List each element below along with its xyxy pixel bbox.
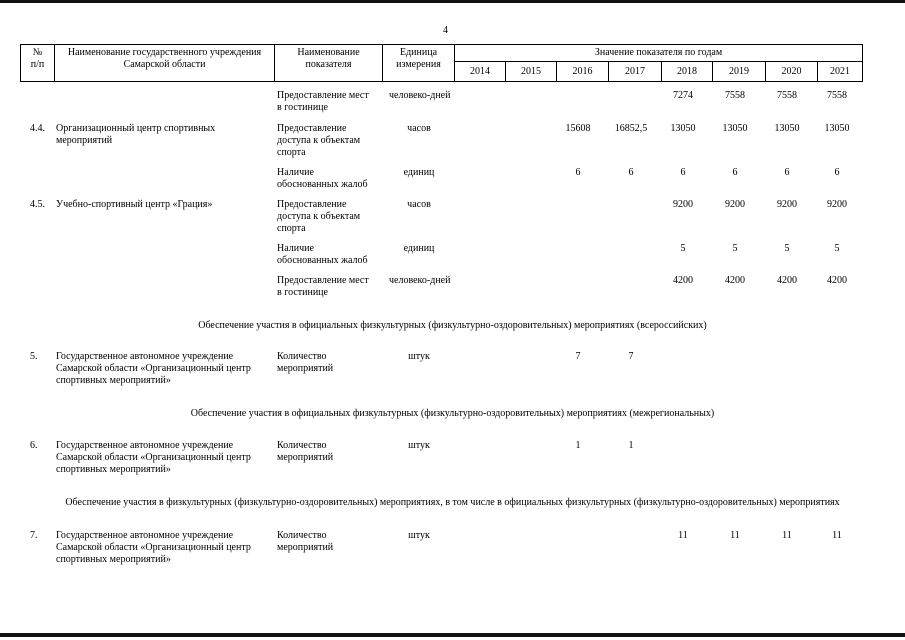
indicator-line: доступа к объектам (277, 211, 361, 222)
unit-cell: часов (407, 123, 431, 134)
unit-cell: штук (408, 440, 430, 451)
indicator-line: Наличие (277, 243, 314, 254)
unit-cell: штук (408, 351, 430, 362)
top-border (0, 0, 905, 3)
indicator-line: Предоставление мест (277, 90, 369, 101)
row-number: 4.4. (30, 123, 45, 134)
indicator-line: Предоставление мест (277, 275, 369, 286)
org-name-line: Самарской области «Организационный центр (56, 542, 251, 553)
header-year: 2017 (609, 62, 662, 82)
value-cell: 6 (784, 167, 790, 178)
indicator-line: мероприятий (277, 363, 334, 374)
section-heading: Обеспечение участия в официальных физкультурных (физкультурно-оздоровительных) мероприятиях (межрегиональных) (190, 408, 715, 419)
value-cell: 6 (732, 167, 738, 178)
header-year: 2019 (713, 62, 766, 82)
value-cell: 4200 (777, 275, 797, 286)
value-cell: 15608 (565, 123, 591, 134)
org-name-line: Государственное автономное учреждение (56, 351, 234, 362)
value-cell: 7558 (777, 90, 797, 101)
unit-cell: штук (408, 530, 430, 541)
org-name-line: Самарской области «Организационный центр (56, 452, 251, 463)
value-cell: 7274 (673, 90, 693, 101)
value-cell: 13050 (774, 123, 800, 134)
org-name-line: Учебно-спортивный центр «Грация» (56, 199, 213, 210)
value-cell: 7558 (725, 90, 745, 101)
value-cell: 6 (680, 167, 686, 178)
header-unit: Единица измерения (383, 45, 455, 82)
unit-cell: человеко-дней (389, 90, 451, 101)
org-name-line: Самарской области «Организационный центр (56, 363, 251, 374)
row-number: 7. (30, 530, 38, 541)
indicator-line: обоснованных жалоб (277, 179, 368, 190)
row-number: 4.5. (30, 199, 45, 210)
unit-cell: единиц (403, 167, 435, 178)
table-header (20, 44, 863, 82)
value-cell: 11 (782, 530, 792, 541)
org-name-line: спортивных мероприятий» (56, 554, 171, 565)
value-cell: 9200 (673, 199, 693, 210)
value-cell: 1 (628, 440, 634, 451)
value-cell: 9200 (725, 199, 745, 210)
value-cell: 6 (628, 167, 634, 178)
header-year: 2020 (766, 62, 818, 82)
header-year: 2016 (557, 62, 609, 82)
indicator-line: Предоставление (277, 123, 347, 134)
header-no: № п/п (21, 45, 55, 82)
indicator-line: мероприятий (277, 542, 334, 553)
value-cell: 7 (628, 351, 634, 362)
value-cell: 13050 (670, 123, 696, 134)
value-cell: 13050 (824, 123, 850, 134)
org-name-line: мероприятий (56, 135, 113, 146)
value-cell: 1 (575, 440, 581, 451)
value-cell: 11 (832, 530, 842, 541)
value-cell: 5 (732, 243, 738, 254)
value-cell: 5 (784, 243, 790, 254)
value-cell: 4200 (673, 275, 693, 286)
value-cell: 4200 (827, 275, 847, 286)
row-number: 6. (30, 440, 38, 451)
indicator-line: Количество (277, 351, 327, 362)
value-cell: 11 (678, 530, 688, 541)
org-name-line: Государственное автономное учреждение (56, 530, 234, 541)
header-years-title: Значение показателя по годам (455, 45, 863, 62)
value-cell: 7558 (827, 90, 847, 101)
value-cell: 16852,5 (614, 123, 648, 134)
org-name-line: Государственное автономное учреждение (56, 440, 234, 451)
value-cell: 5 (680, 243, 686, 254)
value-cell: 7 (575, 351, 581, 362)
row-number: 5. (30, 351, 38, 362)
value-cell: 9200 (777, 199, 797, 210)
indicator-line: спорта (277, 223, 306, 234)
org-name-line: Организационный центр спортивных (56, 123, 216, 134)
header-year: 2018 (662, 62, 713, 82)
bottom-border (0, 633, 905, 637)
indicator-line: обоснованных жалоб (277, 255, 368, 266)
value-cell: 6 (575, 167, 581, 178)
value-cell: 6 (834, 167, 840, 178)
indicator-line: в гостинице (277, 287, 328, 298)
header-indicator: Наименование показателя (275, 45, 383, 82)
page-number: 4 (443, 25, 448, 36)
value-cell: 4200 (725, 275, 745, 286)
header-year: 2014 (455, 62, 506, 82)
indicator-line: мероприятий (277, 452, 334, 463)
section-heading: Обеспечение участия в физкультурных (физкультурно-оздоровительных) мероприятиях, в том числе в официальных физкультурных (физкультурно-оздоровительных) мероприятиях (65, 497, 840, 508)
unit-cell: человеко-дней (389, 275, 451, 286)
indicator-line: в гостинице (277, 102, 328, 113)
org-name-line: спортивных мероприятий» (56, 375, 171, 386)
indicator-line: доступа к объектам (277, 135, 361, 146)
value-cell: 13050 (722, 123, 748, 134)
indicator-line: Количество (277, 440, 327, 451)
value-cell: 9200 (827, 199, 847, 210)
indicator-line: Количество (277, 530, 327, 541)
unit-cell: единиц (403, 243, 435, 254)
section-heading: Обеспечение участия в официальных физкультурных (физкультурно-оздоровительных) мероприятиях (всероссийских) (198, 320, 707, 331)
header-org: Наименование государственного учреждения Самарской области (55, 45, 275, 82)
header-year: 2015 (506, 62, 557, 82)
indicator-line: Наличие (277, 167, 314, 178)
indicator-line: Предоставление (277, 199, 347, 210)
header-year: 2021 (818, 62, 863, 82)
value-cell: 11 (730, 530, 740, 541)
indicator-line: спорта (277, 147, 306, 158)
org-name-line: спортивных мероприятий» (56, 464, 171, 475)
unit-cell: часов (407, 199, 431, 210)
value-cell: 5 (834, 243, 840, 254)
